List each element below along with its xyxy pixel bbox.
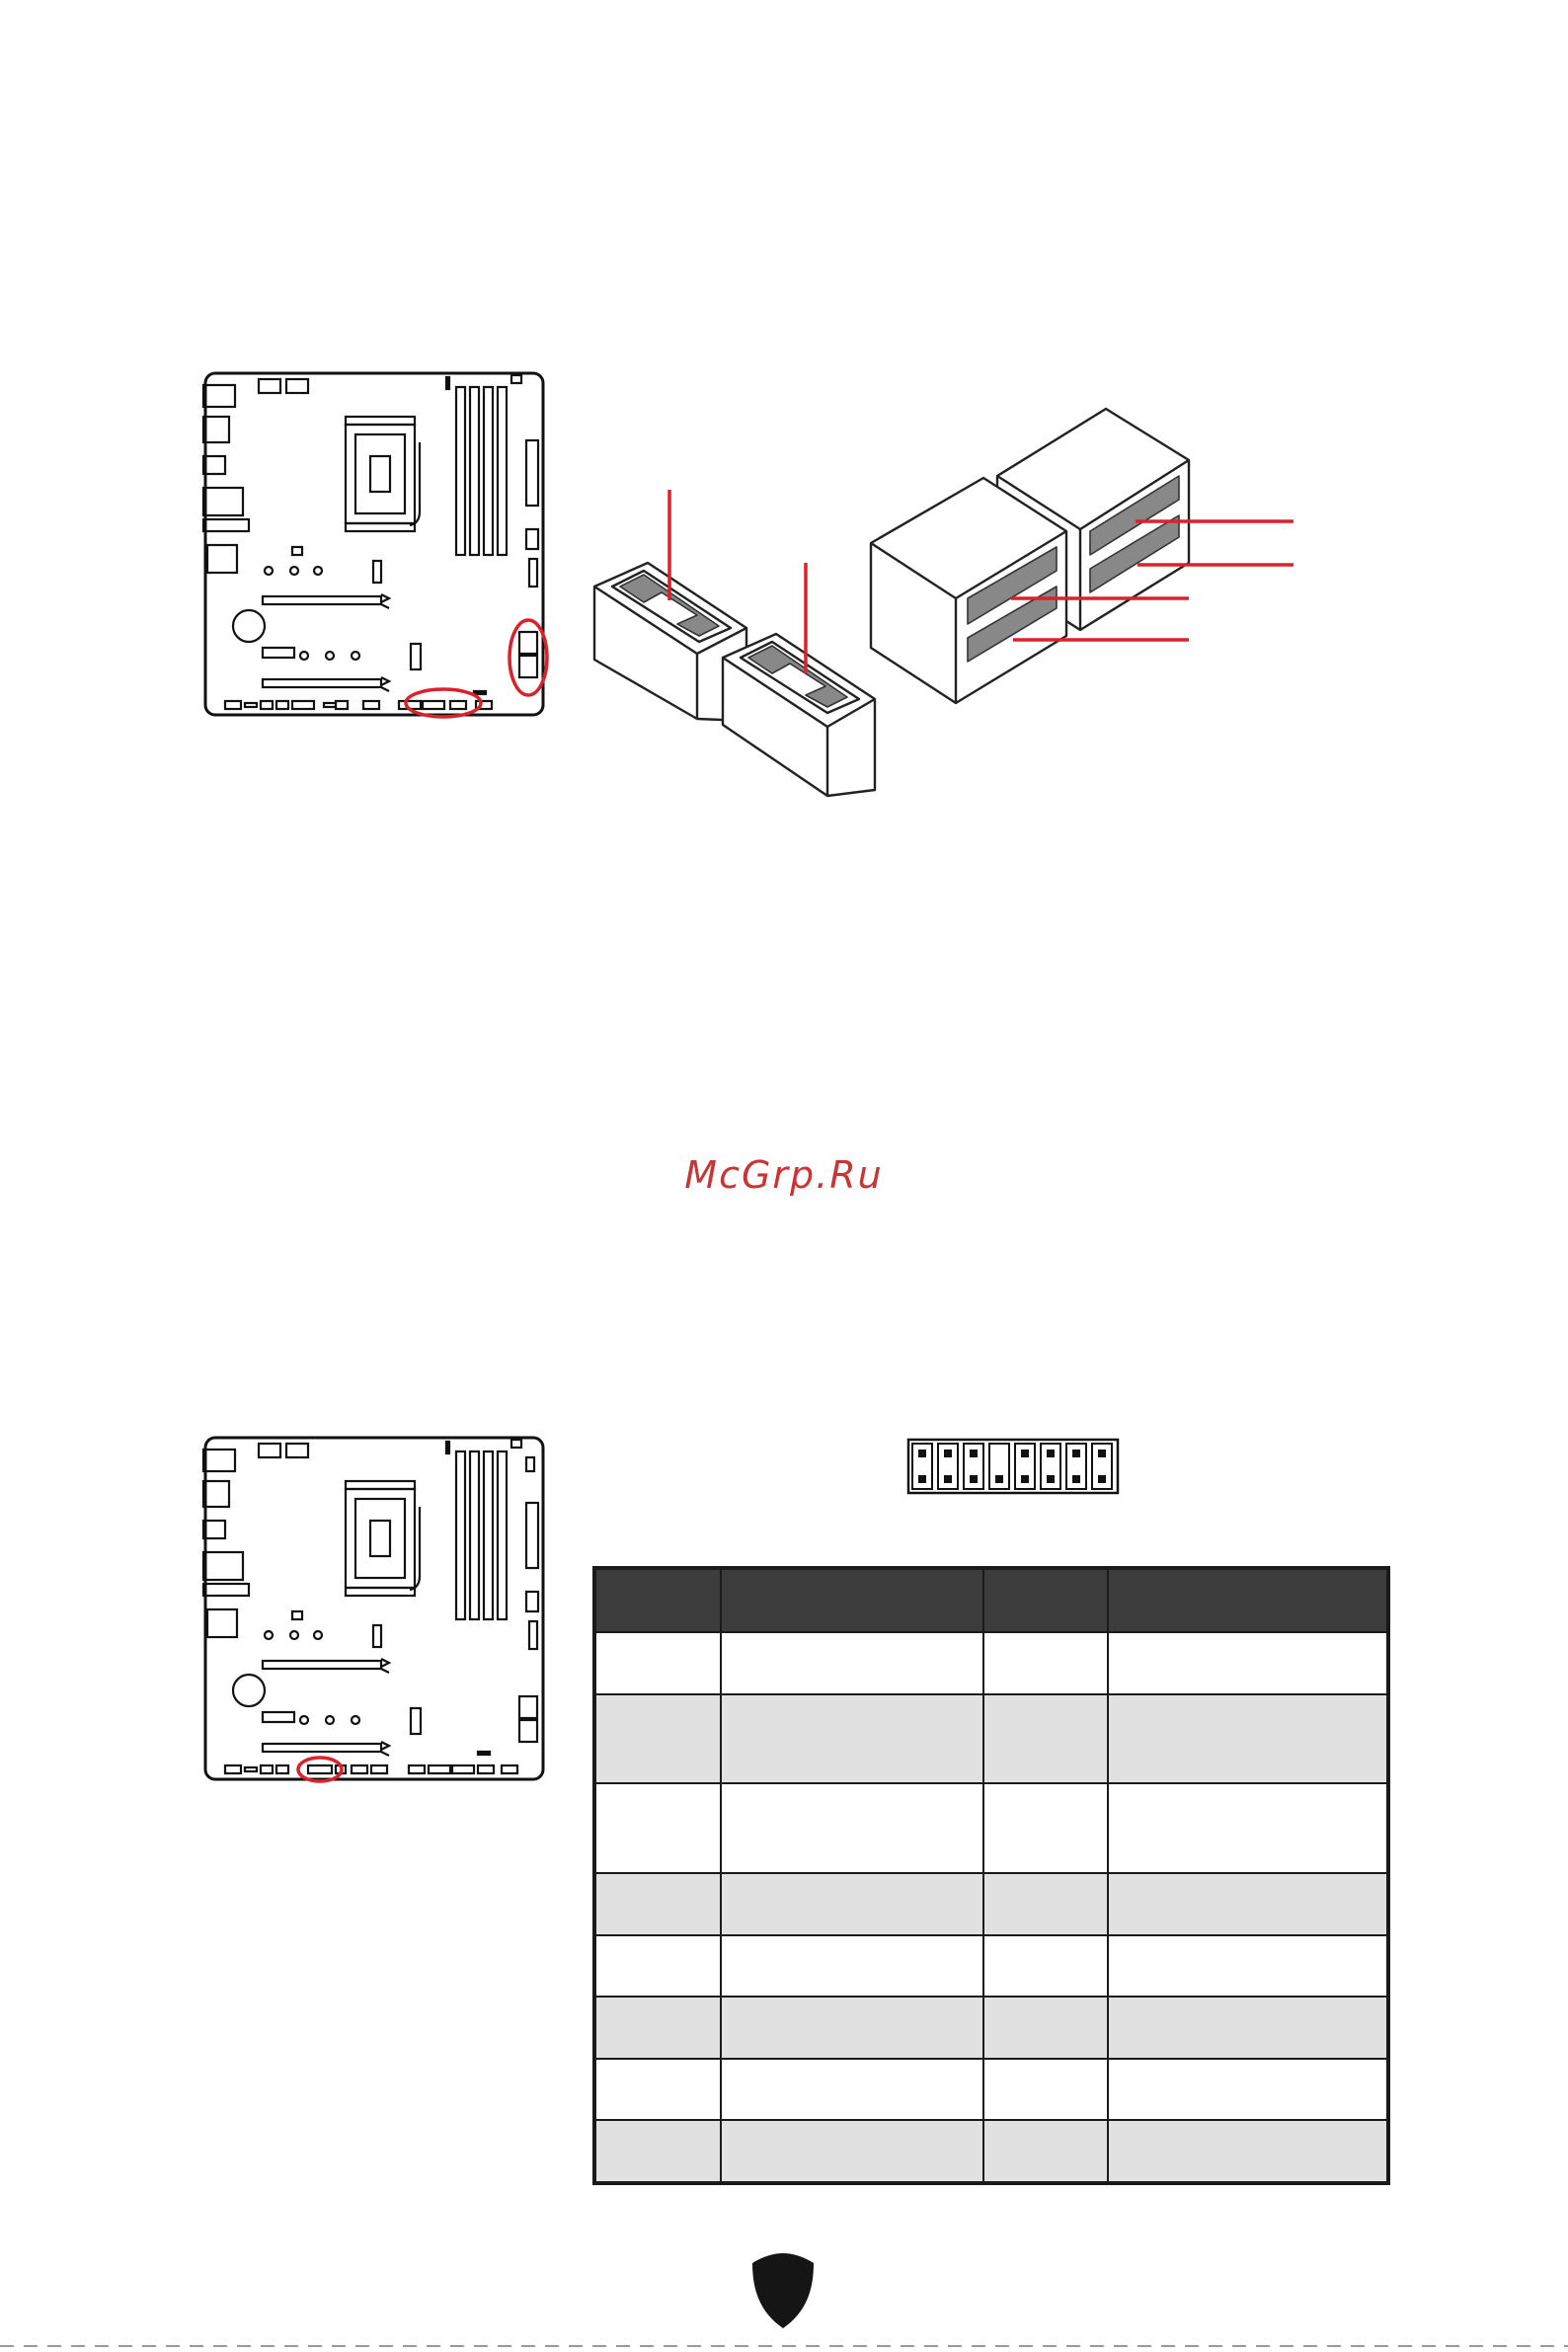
table-cell [1108, 1997, 1386, 2059]
table-row [596, 1783, 1386, 1873]
table-row [596, 1873, 1386, 1935]
header-cell [1108, 1570, 1386, 1632]
header-cell [596, 1570, 721, 1632]
table-row [596, 2059, 1386, 2121]
table-cell [983, 1783, 1108, 1873]
motherboard-diagram-bottom [197, 1428, 553, 1783]
table-cell [721, 2120, 983, 2181]
table-row [596, 1997, 1386, 2059]
pin-header-icon [906, 1438, 1120, 1495]
motherboard-layout-icon [203, 373, 543, 715]
table-cell [1108, 1873, 1386, 1935]
pin-definition-table [592, 1566, 1390, 2185]
table-cell [721, 1997, 983, 2059]
motherboard-diagram-top [197, 365, 553, 721]
table-cell [983, 1632, 1108, 1694]
table-cell [721, 1694, 983, 1784]
table-cell [596, 1783, 721, 1873]
table-cell [983, 1694, 1108, 1784]
table-cell [983, 1873, 1108, 1935]
table-cell [596, 1997, 721, 2059]
table-cell [983, 1935, 1108, 1998]
table-cell [1108, 1783, 1386, 1873]
sata-connector-illustration [588, 405, 1319, 800]
table-cell [596, 1694, 721, 1784]
table-cell [1108, 1632, 1386, 1694]
table-cell [721, 1783, 983, 1873]
table-cell [596, 2120, 721, 2181]
header-cell [983, 1570, 1108, 1632]
table-cell [721, 1935, 983, 1998]
table-cell [596, 1873, 721, 1935]
table-row [596, 1935, 1386, 1998]
dragon-shield-logo-icon [750, 2251, 816, 2330]
motherboard-layout-icon [203, 1438, 543, 1779]
header-cell [721, 1570, 983, 1632]
table-cell [596, 2059, 721, 2121]
table-cell [983, 1997, 1108, 2059]
table-cell [1108, 2120, 1386, 2181]
table-cell [983, 2059, 1108, 2121]
table-cell [983, 2120, 1108, 2181]
table-cell [1108, 2059, 1386, 2121]
table-header-row [596, 1570, 1386, 1632]
table-cell [721, 1873, 983, 1935]
table-cell [721, 1632, 983, 1694]
table-row [596, 1694, 1386, 1784]
table-row [596, 2120, 1386, 2181]
table-cell [596, 1632, 721, 1694]
table-cell [1108, 1694, 1386, 1784]
table-cell [721, 2059, 983, 2121]
table-row [596, 1632, 1386, 1694]
watermark: McGrp.Ru [684, 1153, 884, 1197]
page-footer-rule [0, 2344, 1568, 2348]
table-cell [596, 1935, 721, 1998]
table-cell [1108, 1935, 1386, 1998]
